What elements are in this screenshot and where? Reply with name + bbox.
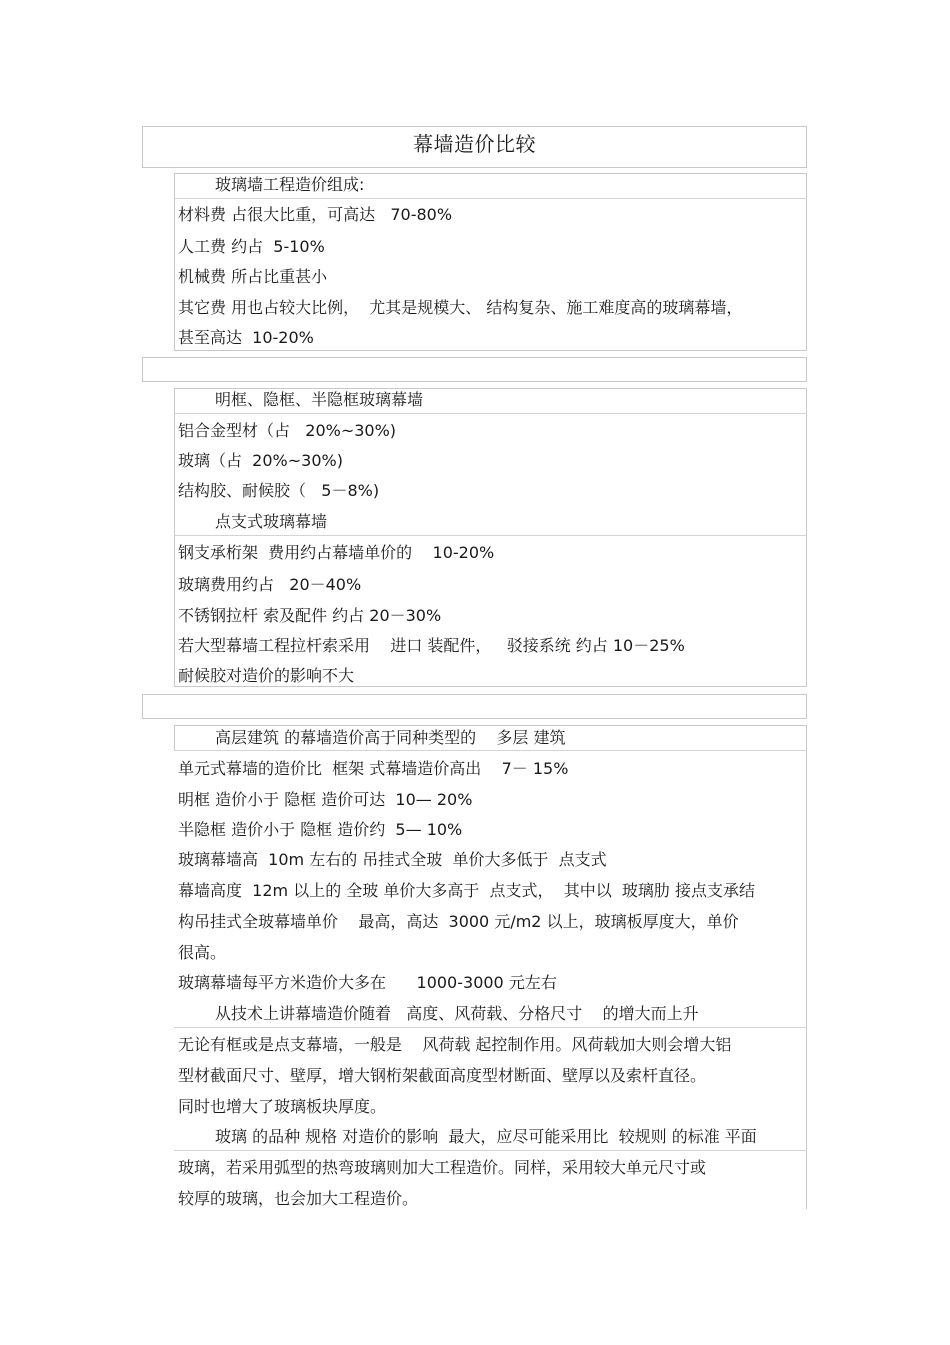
section-header-divider xyxy=(174,1027,807,1028)
section-heading: 高层建筑 的幕墙造价高于同种类型的 多层 建筑 xyxy=(215,728,566,747)
text-line: 不锈钢拉杆 索及配件 约占 20－30% xyxy=(178,606,442,625)
section-header-divider xyxy=(174,535,807,536)
subsection-heading: 从技术上讲幕墙造价随着 高度、风荷载、分格尺寸 的增大而上升 xyxy=(215,1004,699,1023)
text-line: 玻璃，若采用弧型的热弯玻璃则加大工程造价。同样，采用较大单元尺寸或 xyxy=(178,1158,707,1177)
section-header-divider xyxy=(174,198,807,199)
separator-box xyxy=(142,357,807,382)
text-line: 材料费 占很大比重，可高达 70-80% xyxy=(178,205,453,224)
text-line: 机械费 所占比重甚小 xyxy=(178,267,328,286)
subsection-heading: 点支式玻璃幕墙 xyxy=(215,512,328,531)
text-line: 钢支承桁架 费用约占幕墙单价的 10-20% xyxy=(178,543,495,562)
text-line: 半隐框 造价小于 隐框 造价约 5— 10% xyxy=(178,820,463,839)
text-line: 玻璃幕墙每平方米造价大多在 1000-3000 元左右 xyxy=(178,973,557,992)
text-line: 人工费 约占 5-10% xyxy=(178,237,325,256)
text-line: 较厚的玻璃，也会加大工程造价。 xyxy=(178,1189,419,1208)
section-right-border xyxy=(806,751,807,1209)
text-line: 甚至高达 10-20% xyxy=(178,328,314,347)
text-line: 很高。 xyxy=(178,943,227,962)
text-line: 型材截面尺寸、壁厚，增大钢桁架截面高度型材断面、壁厚以及索杆直径。 xyxy=(178,1066,707,1085)
text-line: 同时也增大了玻璃板块厚度。 xyxy=(178,1097,387,1116)
text-line: 构吊挂式全玻幕墙单价 最高，高达 3000 元/m2 以上，玻璃板厚度大，单价 xyxy=(178,912,739,931)
text-line: 玻璃（占 20%~30%) xyxy=(178,451,343,470)
section-box-cost-composition xyxy=(174,173,807,351)
text-line: 玻璃费用约占 20－40% xyxy=(178,575,362,594)
text-line: 无论有框或是点支幕墙，一般是 风荷载 起控制作用。风荷载加大则会增大铝 xyxy=(178,1035,732,1054)
section-heading: 玻璃墙工程造价组成: xyxy=(215,175,365,194)
text-line: 幕墙高度 12m 以上的 全玻 单价大多高于 点支式， 其中以 玻璃肋 接点支承结 xyxy=(178,881,755,900)
text-line: 结构胶、耐候胶（ 5－8%) xyxy=(178,481,380,500)
subsection-heading: 玻璃 的品种 规格 对造价的影响 最大，应尽可能采用比 较规则 的标准 平面 xyxy=(215,1127,757,1146)
section-header-divider xyxy=(174,1150,807,1151)
separator-box xyxy=(142,694,807,719)
text-line: 耐候胶对造价的影响不大 xyxy=(178,666,355,685)
text-line: 玻璃幕墙高 10m 左右的 吊挂式全玻 单价大多低于 点支式 xyxy=(178,850,607,869)
text-line: 铝合金型材（占 20%~30%) xyxy=(178,421,397,440)
text-line: 明框 造价小于 隐框 造价可达 10— 20% xyxy=(178,790,473,809)
section-heading: 明框、隐框、半隐框玻璃幕墙 xyxy=(215,390,424,409)
text-line: 若大型幕墙工程拉杆索采用 进口 装配件， 驳接系统 约占 10－25% xyxy=(178,636,685,655)
section-header-divider xyxy=(174,413,807,414)
title-box xyxy=(142,126,807,168)
text-line: 单元式幕墙的造价比 框架 式幕墙造价高出 7－ 15% xyxy=(178,759,569,778)
text-line: 其它费 用也占较大比例， 尤其是规模大、 结构复杂、施工难度高的玻璃幕墙， xyxy=(178,298,743,317)
page-title: 幕墙造价比较 xyxy=(413,132,536,156)
